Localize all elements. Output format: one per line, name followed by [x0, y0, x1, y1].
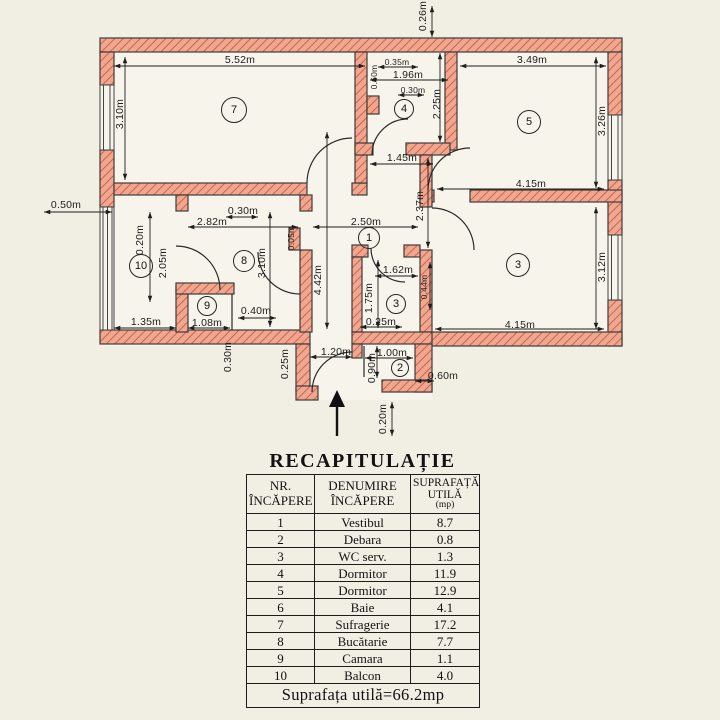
dimension-label: 5.52m	[224, 54, 256, 66]
dimension-label: 4.15m	[515, 178, 547, 190]
dimension-label: 3.10m	[256, 247, 268, 279]
dimension-label: 0.30m	[400, 85, 426, 95]
table-cell: Debara	[315, 531, 411, 548]
table-row	[247, 650, 480, 667]
dimension-label: 0.30m	[222, 341, 234, 373]
dimension-label: 0.26m	[417, 0, 429, 32]
dimension-label: 2.05m	[157, 247, 169, 279]
table-cell: 8.7	[411, 514, 480, 531]
table-cell: 7	[247, 616, 315, 633]
dimension-label: 0.60m	[369, 64, 379, 90]
table-cell: 7.7	[411, 633, 480, 650]
dimension-label: 3.12m	[596, 251, 608, 283]
table-row	[247, 565, 480, 582]
dimension-label: 4.42m	[312, 264, 324, 296]
table-cell: 10	[247, 667, 315, 684]
table-cell: Balcon	[315, 667, 411, 684]
dimension-label: 1.20m	[320, 346, 352, 358]
table-cell: 0.8	[411, 531, 480, 548]
dimension-label: 0.25m	[279, 348, 291, 380]
table-row	[247, 548, 480, 565]
dimension-label: 0.20m	[377, 403, 389, 435]
table-cell: 4	[247, 565, 315, 582]
table-row	[247, 599, 480, 616]
room-number-label: 2	[391, 359, 409, 377]
table-cell: 3	[247, 548, 315, 565]
total-area: Suprafața utilă=66.2mp	[247, 684, 480, 708]
dimension-label: 4.15m	[504, 319, 536, 331]
table-cell: 4.0	[411, 667, 480, 684]
dimension-label: 1.96m	[392, 69, 424, 81]
dimension-label: 1.75m	[363, 282, 375, 314]
table-cell: 8	[247, 633, 315, 650]
table-cell: 17.2	[411, 616, 480, 633]
recap-title: RECAPITULAȚIE	[269, 450, 456, 472]
table-cell: 9	[247, 650, 315, 667]
room-number-label: 4	[394, 99, 414, 119]
table-cell: 6	[247, 599, 315, 616]
dimension-label: 0.25m	[365, 316, 397, 328]
room-number-label: 8	[233, 250, 255, 272]
table-cell: 1.3	[411, 548, 480, 565]
table-row	[247, 531, 480, 548]
table-row	[247, 633, 480, 650]
dimension-label: 3.49m	[516, 54, 548, 66]
dimension-label: 2.82m	[196, 216, 228, 228]
dimension-label: 3.10m	[114, 98, 126, 130]
recap-table	[246, 474, 480, 708]
dimension-label: 1.00m	[376, 347, 408, 359]
header-nr-incapere: NR. ÎNCĂPERE	[247, 475, 315, 514]
table-cell: 4.1	[411, 599, 480, 616]
room-number-label: 1	[358, 227, 380, 249]
table-cell: 11.9	[411, 565, 480, 582]
dimension-label: 0.35m	[384, 57, 410, 67]
dimension-label: 2.50m	[350, 216, 382, 228]
dimension-label: 0.20m	[134, 224, 146, 256]
room-number-label: 9	[197, 296, 217, 316]
dimension-label: 1.35m	[130, 316, 162, 328]
table-footer-row	[247, 684, 480, 708]
recap-tbody	[247, 514, 480, 684]
dimension-label: 0.50m	[50, 199, 82, 211]
table-cell: Camara	[315, 650, 411, 667]
table-cell: 1	[247, 514, 315, 531]
dimension-label: 2.25m	[431, 88, 443, 120]
room-number-label: 10	[129, 254, 153, 278]
table-cell: Dormitor	[315, 565, 411, 582]
dimension-label: 2.37m	[414, 190, 426, 222]
dimension-label: 1.62m	[382, 264, 414, 276]
table-cell: Bucătarie	[315, 633, 411, 650]
dimension-label: 0.90m	[366, 352, 378, 384]
table-cell: Vestibul	[315, 514, 411, 531]
table-row	[247, 616, 480, 633]
header-suprafata-utila: SUPRAFAȚĂ UTILĂ (mp)	[411, 475, 480, 514]
table-header-row	[247, 475, 480, 514]
room-number-label: 5	[517, 110, 541, 134]
table-cell: 1.1	[411, 650, 480, 667]
table-cell: Sufragerie	[315, 616, 411, 633]
dimension-label: 3.26m	[596, 105, 608, 137]
table-cell: WC serv.	[315, 548, 411, 565]
room-number-label: 7	[221, 97, 247, 123]
table-cell: 2	[247, 531, 315, 548]
header-denumire-incapere: DENUMIRE ÎNCĂPERE	[315, 475, 411, 514]
room-number-label: 3	[386, 294, 406, 314]
table-cell: Dormitor	[315, 582, 411, 599]
dimension-label: 0.60m	[427, 370, 459, 382]
dimension-label: 1.45m	[386, 152, 418, 164]
table-cell: Baie	[315, 599, 411, 616]
dimension-label: 0.44m	[419, 274, 429, 300]
table-cell: 12.9	[411, 582, 480, 599]
dimension-label: 0.30m	[227, 205, 259, 217]
dimension-label: 1.08m	[191, 317, 223, 329]
room-number-label: 3	[506, 253, 530, 277]
table-row	[247, 667, 480, 684]
dimension-label: 0.05m	[286, 225, 296, 251]
dimension-label: 0.40m	[240, 305, 272, 317]
table-row	[247, 582, 480, 599]
table-cell: 5	[247, 582, 315, 599]
table-row	[247, 514, 480, 531]
